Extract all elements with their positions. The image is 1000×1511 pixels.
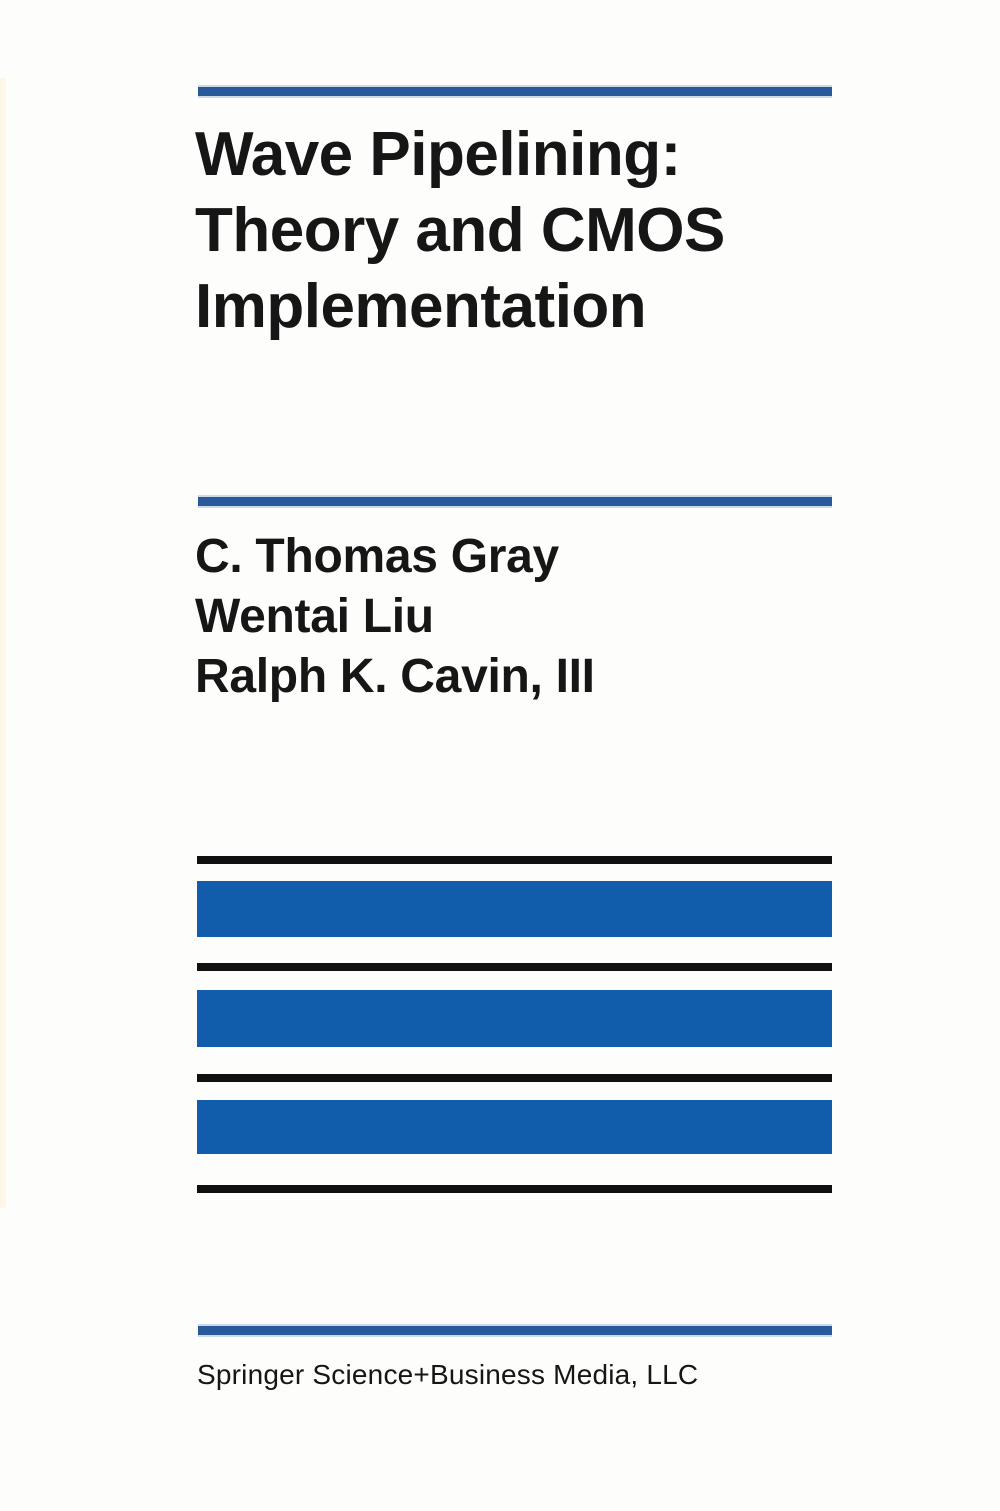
divider-line-1 bbox=[197, 856, 832, 864]
divider-line-2 bbox=[197, 963, 832, 971]
publisher-section-rule bbox=[198, 1326, 832, 1335]
title-top-rule bbox=[198, 87, 832, 96]
publisher-imprint: Springer Science+Business Media, LLC bbox=[197, 1359, 699, 1390]
author-section-rule bbox=[198, 497, 832, 506]
author-name-1: C. Thomas Gray bbox=[195, 530, 559, 583]
book-title bbox=[195, 117, 725, 345]
scan-edge-artifact bbox=[0, 78, 6, 1208]
book-title-line-1: Wave Pipelining: bbox=[195, 120, 681, 189]
author-name-2: Wentai Liu bbox=[195, 590, 434, 643]
accent-bar-3 bbox=[197, 1100, 832, 1154]
accent-bar-2 bbox=[197, 990, 832, 1047]
divider-line-4 bbox=[197, 1185, 832, 1193]
author-list bbox=[195, 527, 595, 707]
author-name-3: Ralph K. Cavin, III bbox=[195, 650, 595, 703]
book-title-line-2: Theory and CMOS bbox=[195, 196, 725, 265]
divider-line-3 bbox=[197, 1074, 832, 1082]
accent-bar-1 bbox=[197, 881, 832, 937]
book-title-line-3: Implementation bbox=[195, 272, 647, 341]
